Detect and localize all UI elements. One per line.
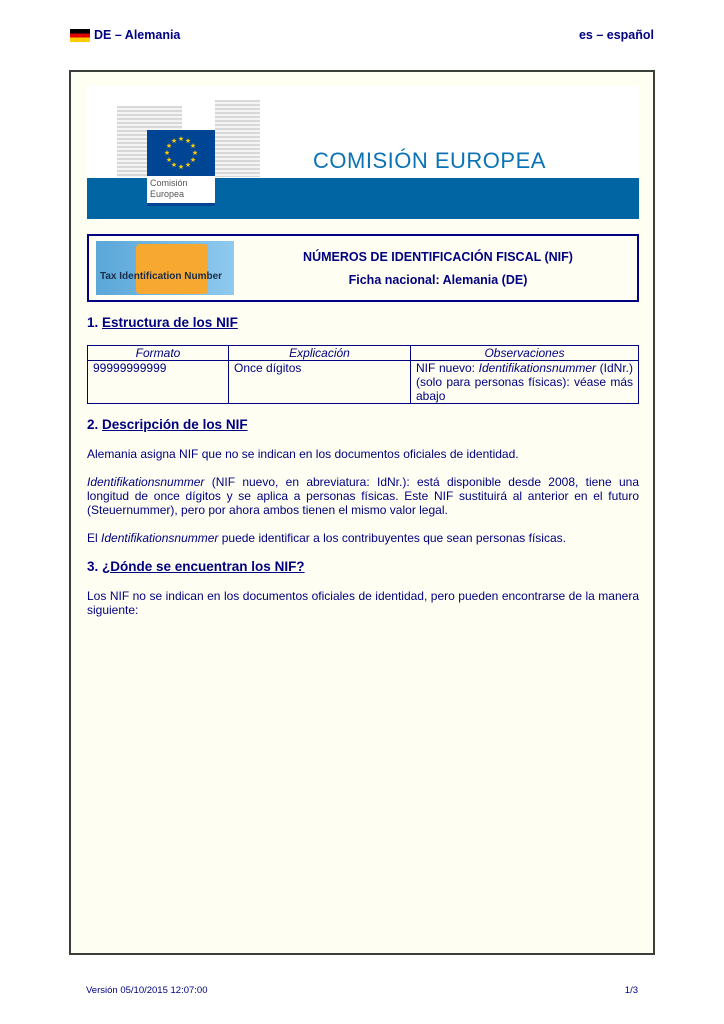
document-subtitle: Ficha nacional: Alemania (DE) xyxy=(348,273,528,287)
svg-text:★: ★ xyxy=(165,157,173,164)
tin-image xyxy=(96,241,234,295)
header-observaciones: Observaciones xyxy=(411,346,639,361)
eu-flag-icon xyxy=(147,130,215,176)
svg-text:★: ★ xyxy=(189,157,197,164)
svg-text:★: ★ xyxy=(184,138,192,145)
country-label: DE – Alemania xyxy=(94,28,181,42)
ec-banner xyxy=(87,86,639,219)
svg-text:★: ★ xyxy=(170,162,178,169)
building-image-2 xyxy=(215,100,260,177)
section-3-heading: 3. ¿Dónde se encuentran los NIF? xyxy=(87,559,305,574)
header-explicacion: Explicación xyxy=(229,346,411,361)
section-2-paragraph-1: Alemania asigna NIF que no se indican en los documentos oficiales de identidad. xyxy=(87,447,519,461)
logo-text-1: Comisión xyxy=(150,178,188,188)
cell-observations: NIF nuevo: Identifikationsnummer (IdNr.) (solo para personas físicas): véase más abajo xyxy=(411,361,639,404)
section-2-paragraph-3: El Identifikationsnummer puede identificar a los contribuyentes que sean personas físicas. xyxy=(87,531,566,545)
ec-logo-label xyxy=(147,176,215,206)
svg-text:★: ★ xyxy=(177,136,185,143)
svg-text:★: ★ xyxy=(189,143,197,150)
logo-text-2: Europea xyxy=(150,189,185,199)
section-1-heading: 1. Estructura de los NIF xyxy=(87,315,238,330)
table-row xyxy=(88,361,639,404)
svg-text:★: ★ xyxy=(170,138,178,145)
language-label: es – español xyxy=(578,28,654,42)
document-title: NÚMEROS DE IDENTIFICACIÓN FISCAL (NIF) xyxy=(303,250,573,264)
svg-text:★: ★ xyxy=(163,150,171,157)
banner-title: COMISIÓN EUROPEA xyxy=(313,148,546,173)
cell-format: 99999999999 xyxy=(88,361,229,404)
svg-text:★: ★ xyxy=(184,162,192,169)
page-number: 1/3 xyxy=(624,985,638,996)
document-frame xyxy=(69,70,655,955)
title-box xyxy=(87,234,639,302)
svg-text:★: ★ xyxy=(177,164,185,171)
nif-structure-table xyxy=(87,345,639,404)
section-2-heading: 2. Descripción de los NIF xyxy=(87,417,248,432)
header-formato: Formato xyxy=(88,346,229,361)
cell-explanation: Once dígitos xyxy=(229,361,411,404)
german-flag-icon xyxy=(70,29,90,42)
country-header xyxy=(70,28,180,42)
tin-image-label: Tax Identification Number xyxy=(100,271,223,282)
svg-text:★: ★ xyxy=(165,143,173,150)
section-3-paragraph-1: Los NIF no se indican en los documentos oficiales de identidad, pero pueden encontrarse de la manera siguiente: xyxy=(87,589,639,617)
section-2-paragraph-2: Identifikationsnummer (NIF nuevo, en abreviatura: IdNr.): está disponible desde 2008, tiene una longitud de once dígitos y se aplica a personas físicas. Este NIF sustituirá al anterior en el futuro (Steuernummer), pero por ahora ambos tienen el mismo valor legal. xyxy=(87,475,639,517)
svg-text:★: ★ xyxy=(191,150,199,157)
version-footer: Versión 05/10/2015 12:07:00 xyxy=(86,985,208,996)
